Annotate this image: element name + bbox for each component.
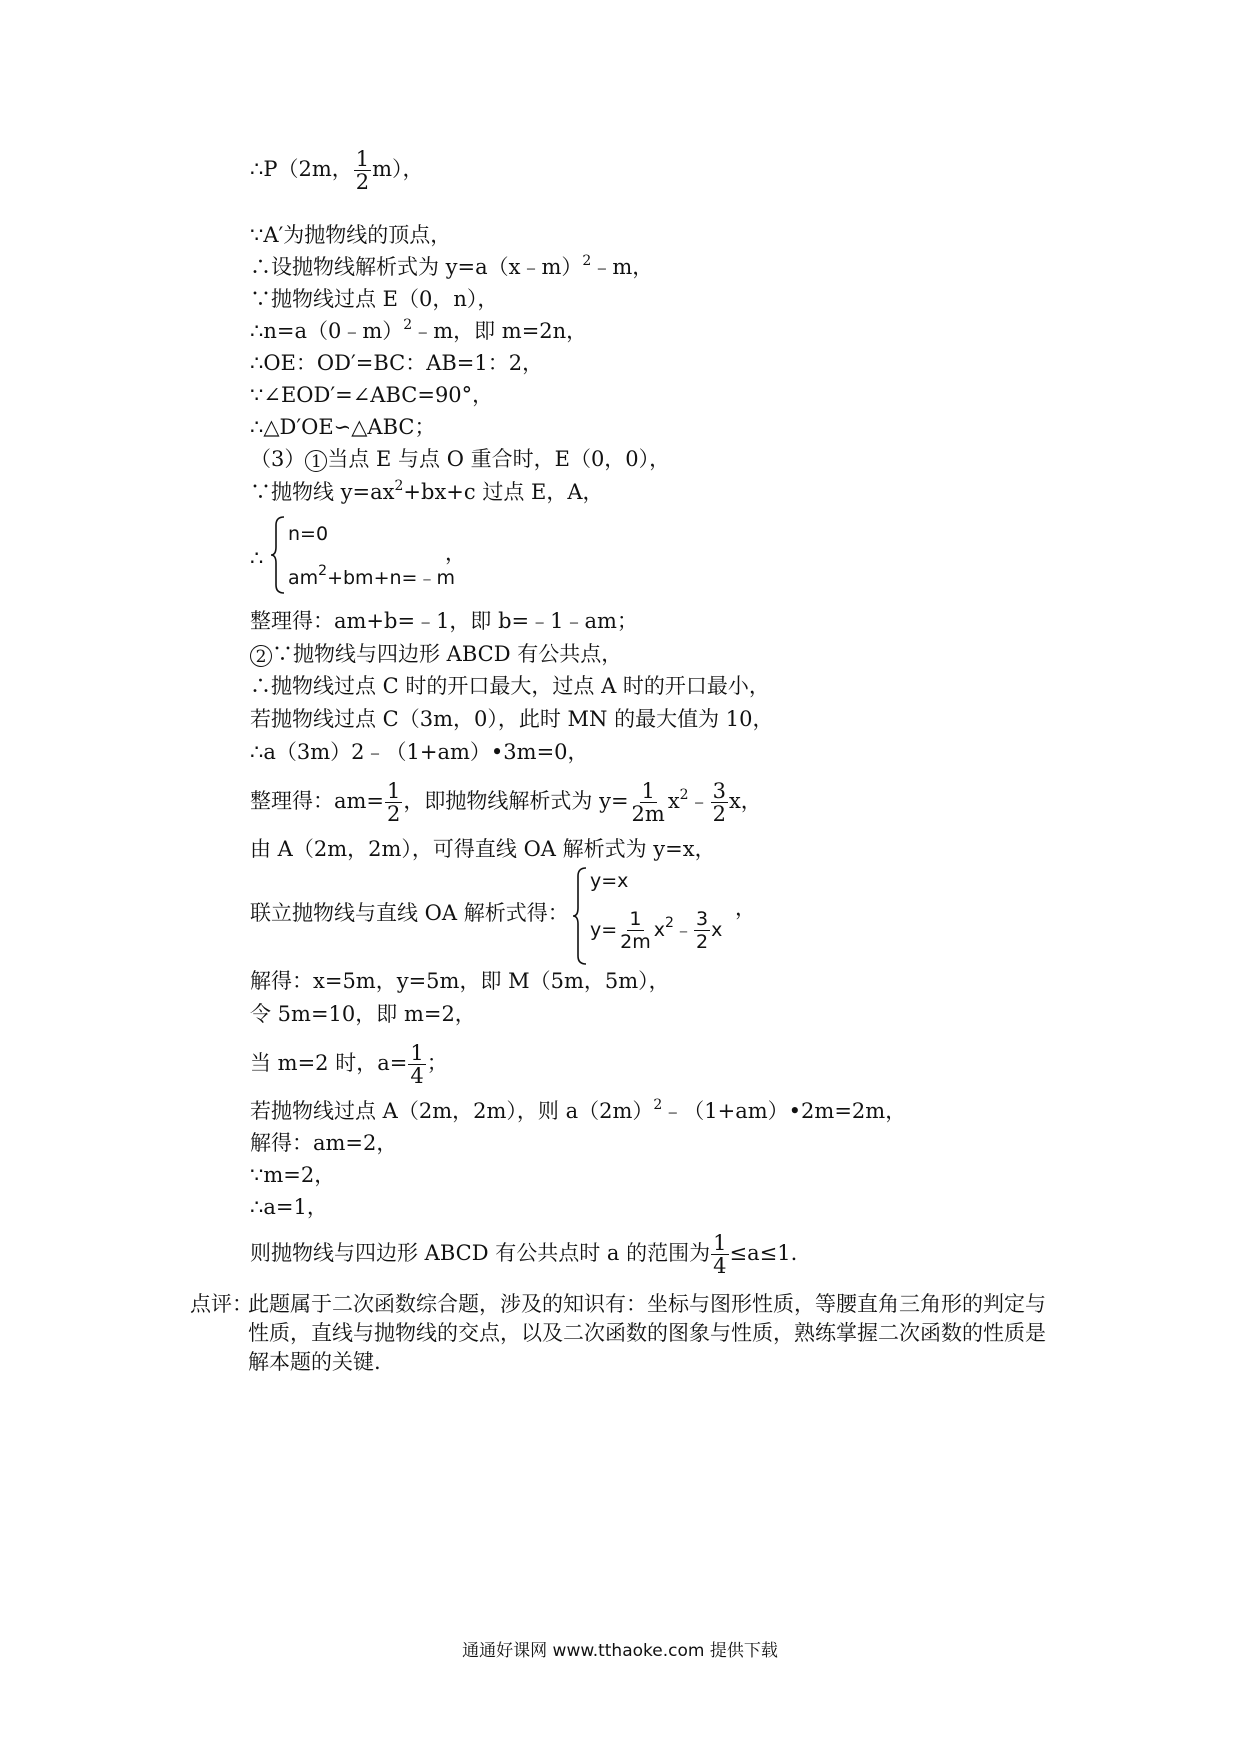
text: m）， bbox=[372, 157, 424, 181]
numerator: 1 bbox=[641, 779, 655, 803]
solution-line: 联立抛物线与直线 OA 解析式得： bbox=[250, 901, 569, 925]
numerator: 1 bbox=[387, 779, 401, 803]
fraction bbox=[408, 1042, 425, 1087]
fraction bbox=[618, 908, 653, 953]
text: 当点 E 与点 O 重合时，E（0，0）， bbox=[327, 447, 671, 471]
numerator: 3 bbox=[695, 908, 709, 930]
equation-row bbox=[288, 563, 455, 590]
text: ； bbox=[426, 1051, 448, 1075]
solution-line: ∵A′为抛物线的顶点， bbox=[250, 223, 452, 247]
solution-line: ∴抛物线过点 C 时的开口最大，过点 A 时的开口最小， bbox=[250, 674, 770, 698]
solution-line bbox=[250, 446, 670, 472]
solution-line bbox=[250, 1098, 906, 1124]
exponent: 2 bbox=[582, 253, 592, 269]
solution-line: ∴a=1， bbox=[250, 1195, 328, 1219]
text: ﹣（1+am）•2m=2m， bbox=[662, 1099, 907, 1123]
text: ， bbox=[445, 541, 466, 565]
denominator: 2 bbox=[387, 802, 401, 826]
text: x， bbox=[728, 789, 762, 813]
equation-system bbox=[270, 515, 470, 595]
fraction bbox=[354, 148, 371, 193]
equation-row: y=x bbox=[590, 870, 629, 892]
solution-line bbox=[250, 479, 604, 505]
numerator: 1 bbox=[713, 1231, 727, 1255]
solution-line bbox=[250, 318, 587, 344]
text: +bx+c 过点 E，A， bbox=[403, 480, 604, 504]
denominator: 2 bbox=[695, 931, 709, 953]
fraction bbox=[630, 780, 667, 825]
exponent: 2 bbox=[318, 563, 328, 579]
equation-row: n=0 bbox=[288, 523, 329, 545]
text: ∵抛物线与四边形 ABCD 有公共点， bbox=[272, 642, 623, 666]
solution-line bbox=[250, 254, 653, 280]
text: ≤a≤1. bbox=[729, 1241, 798, 1265]
exponent: 2 bbox=[679, 787, 689, 803]
text: ﹣ bbox=[688, 789, 710, 813]
text: ﹣ bbox=[673, 919, 693, 941]
denominator: 2 bbox=[712, 802, 726, 826]
fraction bbox=[711, 1232, 728, 1277]
numerator: 3 bbox=[712, 779, 726, 803]
fraction bbox=[694, 908, 710, 953]
comment-block bbox=[190, 1290, 1060, 1390]
solution-line: ∴a（3m）2﹣（1+am）•3m=0， bbox=[250, 740, 589, 764]
denominator: 4 bbox=[713, 1254, 727, 1278]
text: ∴n=a（0﹣m） bbox=[250, 319, 404, 343]
comment-label: 点评： bbox=[190, 1292, 253, 1316]
equation-system-lead: ∴ bbox=[250, 546, 264, 570]
numerator: 1 bbox=[410, 1041, 424, 1065]
text: ∴设抛物线解析式为 y=a（x﹣m） bbox=[250, 255, 583, 279]
footer-credit: 通通好课网 www.tthaoke.com 提供下载 bbox=[462, 1641, 778, 1661]
solution-line: ∵m=2， bbox=[250, 1163, 336, 1187]
text: 则抛物线与四边形 ABCD 有公共点时 a 的范围为 bbox=[250, 1241, 711, 1265]
solution-line: 令 5m=10，即 m=2， bbox=[250, 1002, 476, 1026]
solution-line: 整理得：am+b=﹣1，即 b=﹣1﹣am； bbox=[250, 609, 638, 633]
text: ∵抛物线 y=ax bbox=[250, 480, 395, 504]
text: ∴P（2m， bbox=[250, 157, 353, 181]
solution-line bbox=[250, 780, 762, 825]
text: ﹣m， bbox=[591, 255, 654, 279]
text: ， bbox=[735, 896, 756, 920]
numerator: 1 bbox=[355, 147, 370, 171]
circled-number: 1 bbox=[305, 450, 327, 472]
exponent: 2 bbox=[403, 317, 413, 333]
solution-line bbox=[250, 1042, 448, 1087]
text: +bm+n=﹣m bbox=[327, 567, 455, 589]
solution-line bbox=[250, 641, 622, 667]
text: （3） bbox=[250, 447, 306, 471]
text: ﹣m，即 m=2n， bbox=[412, 319, 588, 343]
solution-line: ∴OE：OD′=BC：AB=1：2， bbox=[250, 351, 544, 375]
text: x bbox=[667, 789, 680, 813]
fraction bbox=[711, 780, 728, 825]
denominator: 2m bbox=[620, 931, 651, 953]
fraction bbox=[385, 780, 402, 825]
solution-line: 解得：x=5m，y=5m，即 M（5m，5m）， bbox=[250, 969, 670, 993]
solution-line: ∵抛物线过点 E（0，n）， bbox=[250, 287, 499, 311]
solution-line: ∴△D′OE∽△ABC； bbox=[250, 415, 436, 439]
solution-line: 解得：am=2， bbox=[250, 1131, 398, 1155]
equation-row bbox=[590, 908, 722, 953]
exponent: 2 bbox=[394, 478, 404, 494]
denominator: 2 bbox=[355, 170, 370, 194]
solution-line: 若抛物线过点 C（3m，0），此时 MN 的最大值为 10， bbox=[250, 707, 774, 731]
exponent: 2 bbox=[665, 915, 674, 931]
exponent: 2 bbox=[653, 1097, 663, 1113]
solution-line bbox=[250, 148, 424, 193]
text: 整理得：am= bbox=[250, 789, 385, 813]
text: x bbox=[653, 919, 666, 941]
text: ，即抛物线解析式为 y= bbox=[403, 789, 629, 813]
solution-line bbox=[250, 1232, 797, 1277]
solution-line: 由 A（2m，2m），可得直线 OA 解析式为 y=x， bbox=[250, 837, 716, 861]
numerator: 1 bbox=[629, 908, 642, 930]
brace-icon bbox=[270, 515, 286, 595]
denominator: 4 bbox=[410, 1064, 424, 1088]
comment-text: 此题属于二次函数综合题，涉及的知识有：坐标与图形性质，等腰直角三角形的判定与性质，直线与抛物线的交点，以及二次函数的图象与性质，熟练掌握二次函数的性质是解本题的关键. bbox=[248, 1292, 1046, 1374]
circled-number: 2 bbox=[250, 645, 272, 667]
text: 若抛物线过点 A（2m，2m），则 a（2m） bbox=[250, 1099, 654, 1123]
text: x bbox=[711, 919, 723, 941]
denominator: 2m bbox=[631, 802, 665, 826]
text: am bbox=[288, 567, 319, 589]
text: 当 m=2 时，a= bbox=[250, 1051, 408, 1075]
brace-icon bbox=[572, 866, 588, 966]
text: y= bbox=[590, 919, 618, 941]
solution-line: ∵∠EOD′=∠ABC=90°， bbox=[250, 383, 494, 407]
